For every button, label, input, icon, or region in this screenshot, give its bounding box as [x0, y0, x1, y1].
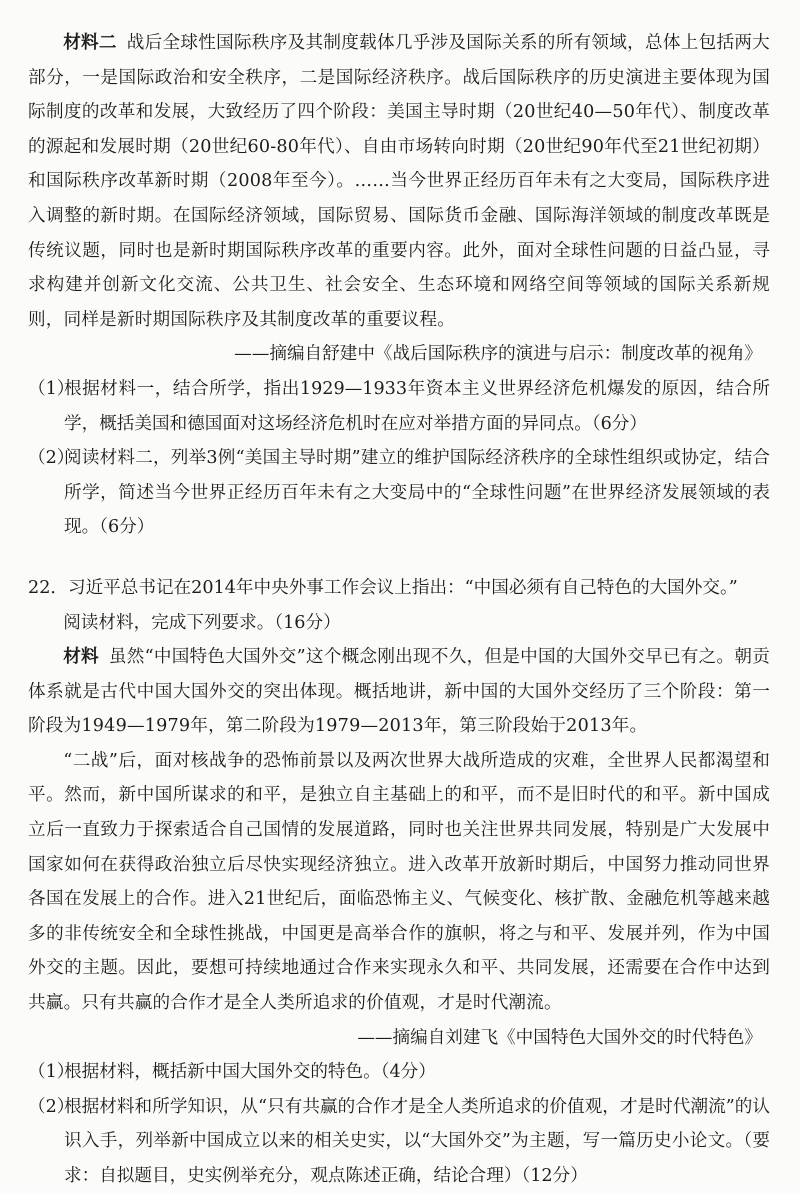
q22-item-2-number: （2）	[28, 1096, 75, 1117]
q22-material-paragraph-1	[28, 640, 770, 744]
q21-item-1	[28, 372, 770, 441]
q21-item-1-number: （1）	[28, 378, 75, 399]
q22-material-text-1: 虽然“中国特色大国外交”这个概念刚出现不久，但是中国的大国外交早已有之。朝贡体系就是古代中国大国外交的突出体现。概括地讲，新中国的大国外交经历了三个阶段：第一阶段为1949—1979年，第二阶段为1979—2013年，第三阶段始于2013年。	[28, 647, 770, 737]
q21-item-1-text: 根据材料一，结合所学，指出1929—1933年资本主义世界经济危机爆发的原因，结合所学，概括美国和德国面对这场经济危机时在应对举措方面的异同点。（6分）	[64, 378, 770, 434]
q22-material-label: 材料	[63, 646, 99, 668]
material-2-label: 材料二	[63, 32, 117, 53]
q22-material-source: ——摘编自刘建飞《中国特色大国外交的时代特色》	[357, 1027, 762, 1048]
q21-item-2-number: （2）	[28, 448, 75, 469]
q22-instruction: 阅读材料，完成下列要求。（16分）	[63, 612, 341, 633]
material-2-source: ——摘编自舒建中《战后国际秩序的演进与启示：制度改革的视角》	[234, 344, 762, 365]
q22-material-paragraph-2: “二战”后，面对核战争的恐怖前景以及两次世界大战所造成的灾难，全世界人民都渴望和平。然而，新中国所谋求的和平，是独立自主基础上的和平，而不是旧时代的和平。新中国成立后一直致力于探索适合自己国情的发展道路，同时也关注世界共同发展，特别是广大发展中国家如何在获得政治独立后尽快实现经济独立。进入改革开放新时期后，中国努力推动同世界各国在发展上的合作。进入21世纪后，面临恐怖主义、气候变化、核扩散、金融危机等越来越多的非传统安全和全球性挑战，中国更是高举合作的旗帜，将之与和平、发展并列，作为中国外交的主题。因此，要想可持续地通过合作来实现永久和平、共同发展，还需要在合作中达到共赢。只有共赢的合作才是全人类所追求的价值观，才是时代潮流。	[28, 750, 770, 1014]
material-2-text: 战后全球性国际秩序及其制度载体几乎涉及国际关系的所有领域，总体上包括两大部分，一是国际政治和安全秩序，二是国际经济秩序。战后国际秩序的历史演进主要体现为国际制度的改革和发展，大致经历了四个阶段：美国主导时期（20世纪40—50年代）、制度改革的源起和发展时期（20世纪60-80年代）、自由市场转向时期（20世纪90年代至21世纪初期）和国际秩序改革新时期（2008年至今）。……当今世界正经历百年未有之大变局，国际秩序进入调整的新时期。在国际经济领域，国际贸易、国际货币金融、国际海洋领域的制度改革既是传统议题，同时也是新时期国际秩序改革的重要内容。此外，面对全球性问题的日益凸显，寻求构建并创新文化交流、公共卫生、社会安全、生态环境和网络空间等领域的国际关系新规则，同样是新时期国际秩序及其制度改革的重要议程。	[28, 33, 770, 330]
q22-item-1-text: 根据材料，概括新中国大国外交的特色。（4分）	[64, 1062, 436, 1083]
q21-item-2-text: 阅读材料二，列举3例“美国主导时期”建立的维护国际经济秩序的全球性组织或协定，结合所学，简述当今世界正经历百年未有之大变局中的“全球性问题”在世界经济发展领域的表现。（6分）	[64, 448, 770, 538]
q22-item-2-text: 根据材料和所学知识，从“只有共赢的合作才是全人类所追求的价值观，才是时代潮流”的认识入手，列举新中国成立以来的相关史实，以“大国外交”为主题，写一篇历史小论文。（要求：自拟题目，史实例举充分，观点陈述正确，结论合理）（12分）	[64, 1096, 770, 1186]
material-2-paragraph	[28, 26, 770, 337]
q22-heading: 22．习近平总书记在2014年中央外事工作会议上指出：“中国必须有自己特色的大国外交。”	[28, 577, 738, 598]
q22-item-1	[28, 1055, 770, 1090]
q22-item-2	[28, 1090, 770, 1194]
q21-item-2	[28, 441, 770, 545]
q22-item-1-number: （1）	[28, 1062, 75, 1083]
